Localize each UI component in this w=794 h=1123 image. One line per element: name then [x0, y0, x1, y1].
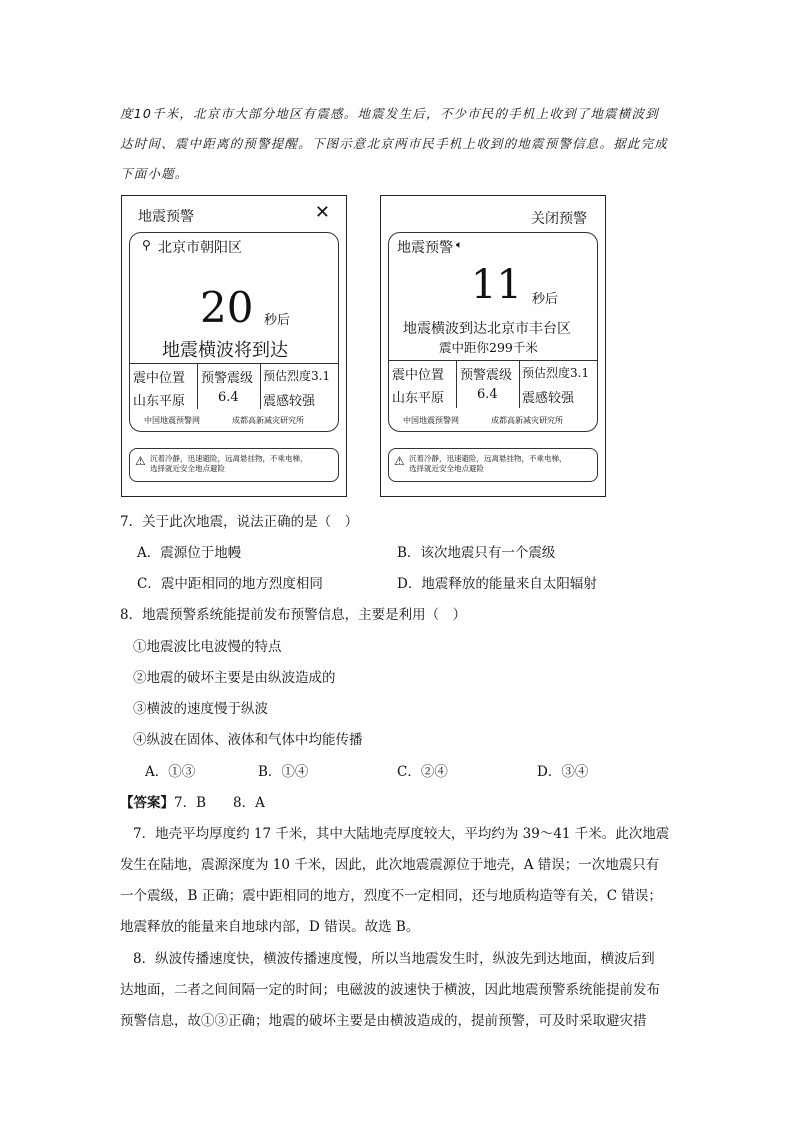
q8-option-b: B．①④: [258, 764, 309, 780]
phone2-countdown-unit: 秒后: [532, 292, 559, 307]
location-pin-icon: ⚲: [142, 238, 151, 252]
warning-icon: ⚠: [394, 454, 405, 468]
close-icon[interactable]: ✕: [314, 202, 330, 223]
phone2-footer-right: 成都高新减灾研究所: [491, 416, 563, 425]
phone1-countdown: 20: [200, 283, 254, 332]
phone2-epicenter-value: 山东平原: [392, 391, 445, 406]
phone2-message-1: 地震横波到达北京市丰台区: [403, 321, 571, 337]
explain7-line-1: 7．地壳平均厚度约 17 千米，其中大陆地壳厚度较大，平均约为 39～41 千米。此次地震: [133, 826, 670, 842]
phone1-warning-line2: 选择就近安全地点避险: [150, 464, 225, 473]
q7-option-c: C．震中距相同的地方烈度相同: [137, 576, 323, 592]
q7-option-a: A．震源位于地幔: [137, 545, 242, 561]
phone1-header: 地震预警: [138, 209, 194, 225]
phone2-intensity-label: 预估烈度3.1: [522, 366, 590, 380]
phone1-safety-warning: [129, 448, 339, 482]
phone2-footer-left: 中国地震预警网: [403, 416, 459, 425]
explain8-line-1: 8．纵波传播速度快，横波传播速度慢，所以当地震发生时，纵波先到达地面，横波后到: [133, 951, 655, 967]
q8-statement-4: ④纵波在固体、液体和气体中均能传播: [133, 732, 363, 748]
phone1-epicenter-label: 震中位置: [133, 371, 186, 386]
q8-statement-2: ②地震的破坏主要是由纵波造成的: [133, 670, 336, 686]
phone1-location: 北京市朝阳区: [158, 240, 242, 256]
intro-line-1: 度10千米，北京市大部分地区有震感。地震发生后，不少市民的手机上收到了地震横波到: [120, 106, 659, 121]
explain7-line-4: 地震释放的能量来自地球内部，D 错误。故选 B。: [120, 919, 420, 935]
q8-option-c: C．②④: [397, 764, 448, 780]
phone1-magnitude-value: 6.4: [218, 390, 239, 405]
phone2-countdown: 11: [471, 262, 522, 308]
phone1-magnitude-label: 预警震级: [201, 371, 254, 386]
phone2-epicenter-label: 震中位置: [392, 368, 445, 383]
explain8-line-2: 达地面，二者之间间隔一定的时间；电磁波的波速快于横波，因此地震预警系统能提前发布: [120, 982, 660, 998]
phone1-alert-card: [129, 232, 339, 432]
intro-line-2: 达时间、震中距离的预警提醒。下图示意北京两市民手机上收到的地震预警信息。据此完成: [120, 136, 669, 151]
phone1-intensity-value: 震感较强: [263, 394, 316, 409]
explain7-line-3: 一个震级，B 正确；震中距相同的地方，烈度不一定相同，还与地质构造等有关，C 错误；: [120, 888, 662, 904]
answer-text: 7．B 8．A: [174, 795, 265, 811]
phone2-safety-warning: [388, 448, 598, 482]
phone-alert-chaoyang: [121, 195, 347, 497]
phone1-epicenter-value: 山东平原: [133, 394, 186, 409]
q7-option-d: D．地震释放的能量来自太阳辐射: [397, 576, 597, 592]
speaker-icon: 🔈︎: [456, 238, 463, 251]
phone2-intensity-value: 震感较强: [522, 391, 575, 406]
phone-alert-fengtai: [380, 195, 606, 497]
phone2-header: 地震预警: [397, 240, 453, 256]
phone2-warning-line2: 选择就近安全地点避险: [409, 464, 484, 473]
q8-option-a: A．①③: [145, 764, 196, 780]
phone1-warning-line1: 沉着冷静，迅速避险，远离悬挂物，不乘电梯，: [150, 454, 308, 463]
q8-option-d: D．③④: [537, 764, 589, 780]
phone2-magnitude-value: 6.4: [477, 387, 498, 402]
warning-icon: ⚠: [135, 454, 146, 468]
phone1-footer-right: 成都高新减灾研究所: [232, 416, 304, 425]
phone1-countdown-unit: 秒后: [264, 313, 291, 328]
answer: [120, 791, 265, 811]
q8-stem: 8．地震预警系统能提前发布预警信息，主要是利用（ ）: [120, 607, 467, 623]
phone1-footer-left: 中国地震预警网: [144, 416, 200, 425]
phone2-warning-line1: 沉着冷静，迅速避险，远离悬挂物，不乘电梯，: [409, 454, 567, 463]
intro-line-3: 下面小题。: [120, 166, 189, 181]
q8-statement-3: ③横波的速度慢于纵波: [133, 701, 268, 717]
phone1-message: 地震横波将到达: [162, 340, 288, 361]
phone2-alert-card: [388, 232, 598, 432]
q8-statement-1: ①地震波比电波慢的特点: [133, 639, 282, 655]
phone2-message-2: 震中距你299千米: [439, 340, 538, 355]
close-alert-button[interactable]: 关闭预警: [531, 211, 587, 227]
q7-stem: 7．关于此次地震，说法正确的是（ ）: [120, 514, 359, 530]
q7-option-b: B．该次地震只有一个震级: [397, 545, 556, 561]
phone1-intensity-label: 预估烈度3.1: [263, 369, 331, 383]
phone2-magnitude-label: 预警震级: [460, 368, 513, 383]
answer-label: 【答案】: [120, 795, 174, 811]
explain8-line-3: 预警信息，故①③正确；地震的破坏主要是由横波造成的，提前预警，可及时采取避灾措: [120, 1013, 647, 1029]
explain7-line-2: 发生在陆地，震源深度为 10 千米，因此，此次地震震源位于地壳，A 错误；一次地震只有: [120, 857, 660, 873]
